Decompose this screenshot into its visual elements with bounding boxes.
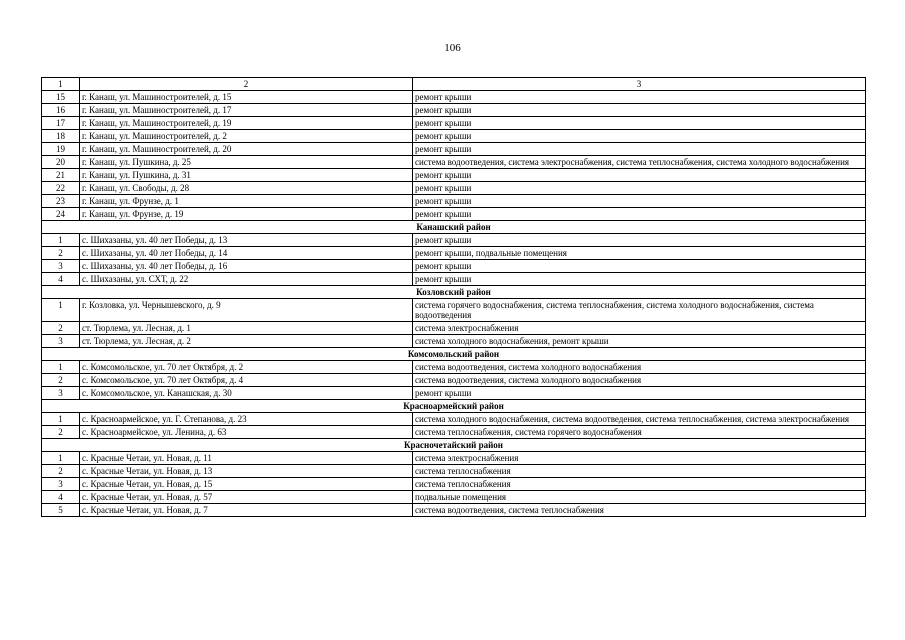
- table-row: [42, 413, 866, 426]
- row-number-cell: 24: [42, 208, 80, 221]
- row-number-cell: 5: [42, 504, 80, 517]
- column-number-3: 3: [413, 78, 866, 91]
- work-type-cell: система горячего водоснабжения, система теплоснабжения, система холодного водоснабжения, система водоотведения: [413, 299, 866, 322]
- row-number-cell: 2: [42, 322, 80, 335]
- address-cell: г. Канаш, ул. Свободы, д. 28: [80, 182, 413, 195]
- address-cell: с. Красные Четаи, ул. Новая, д. 11: [80, 452, 413, 465]
- work-type-cell: ремонт крыши: [413, 169, 866, 182]
- row-number-cell: 22: [42, 182, 80, 195]
- address-cell: г. Канаш, ул. Пушкина, д. 31: [80, 169, 413, 182]
- address-cell: с. Комсомольское, ул. Канашская, д. 30: [80, 387, 413, 400]
- row-number-cell: 2: [42, 374, 80, 387]
- address-cell: с. Красноармейское, ул. Г. Степанова, д. 23: [80, 413, 413, 426]
- address-cell: г. Канаш, ул. Машиностроителей, д. 20: [80, 143, 413, 156]
- work-type-cell: ремонт крыши: [413, 195, 866, 208]
- work-type-cell: ремонт крыши: [413, 91, 866, 104]
- table-row: [42, 273, 866, 286]
- work-type-cell: ремонт крыши: [413, 117, 866, 130]
- table-row: [42, 156, 866, 169]
- table-row: [42, 426, 866, 439]
- work-type-cell: ремонт крыши: [413, 234, 866, 247]
- row-number-cell: 2: [42, 247, 80, 260]
- table-row: [42, 182, 866, 195]
- work-type-cell: система электроснабжения: [413, 452, 866, 465]
- address-cell: г. Канаш, ул. Машиностроителей, д. 17: [80, 104, 413, 117]
- page-number: 106: [444, 42, 461, 54]
- table-row: [42, 234, 866, 247]
- table-row: [42, 465, 866, 478]
- work-type-cell: система водоотведения, система теплоснабжения: [413, 504, 866, 517]
- address-cell: с. Красные Четаи, ул. Новая, д. 13: [80, 465, 413, 478]
- district-section-row: [42, 348, 866, 361]
- table-row: [42, 452, 866, 465]
- row-number-cell: 16: [42, 104, 80, 117]
- table-row: [42, 143, 866, 156]
- row-number-cell: 23: [42, 195, 80, 208]
- work-type-cell: система теплоснабжения: [413, 478, 866, 491]
- row-number-cell: 1: [42, 413, 80, 426]
- work-type-cell: система электроснабжения: [413, 322, 866, 335]
- address-cell: г. Канаш, ул. Машиностроителей, д. 19: [80, 117, 413, 130]
- work-type-cell: ремонт крыши: [413, 143, 866, 156]
- row-number-cell: 17: [42, 117, 80, 130]
- address-cell: г. Канаш, ул. Фрунзе, д. 19: [80, 208, 413, 221]
- row-number-cell: 15: [42, 91, 80, 104]
- column-number-header-row: [42, 78, 866, 91]
- row-number-cell: 3: [42, 387, 80, 400]
- table-row: [42, 299, 866, 322]
- address-cell: с. Шихазаны, ул. 40 лет Победы, д. 13: [80, 234, 413, 247]
- district-heading: Канашский район: [42, 221, 866, 234]
- work-type-cell: система водоотведения, система электроснабжения, система теплоснабжения, система холодного водоснабжения: [413, 156, 866, 169]
- row-number-cell: 3: [42, 335, 80, 348]
- work-type-cell: ремонт крыши: [413, 273, 866, 286]
- work-type-cell: система холодного водоснабжения, ремонт крыши: [413, 335, 866, 348]
- address-cell: г. Канаш, ул. Фрунзе, д. 1: [80, 195, 413, 208]
- column-number-1: 1: [42, 78, 80, 91]
- table-row: [42, 130, 866, 143]
- row-number-cell: 4: [42, 273, 80, 286]
- address-cell: г. Канаш, ул. Машиностроителей, д. 2: [80, 130, 413, 143]
- address-cell: с. Комсомольское, ул. 70 лет Октября, д. 4: [80, 374, 413, 387]
- row-number-cell: 19: [42, 143, 80, 156]
- work-type-cell: система водоотведения, система холодного водоснабжения: [413, 361, 866, 374]
- table-row: [42, 91, 866, 104]
- address-cell: с. Шихазаны, ул. СХТ, д. 22: [80, 273, 413, 286]
- row-number-cell: 3: [42, 260, 80, 273]
- table-row: [42, 169, 866, 182]
- table-row: [42, 104, 866, 117]
- address-cell: с. Красноармейское, ул. Ленина, д. 63: [80, 426, 413, 439]
- work-type-cell: система теплоснабжения, система горячего водоснабжения: [413, 426, 866, 439]
- address-cell: с. Шихазаны, ул. 40 лет Победы, д. 14: [80, 247, 413, 260]
- work-type-cell: ремонт крыши: [413, 208, 866, 221]
- work-type-cell: ремонт крыши: [413, 130, 866, 143]
- row-number-cell: 1: [42, 299, 80, 322]
- table-row: [42, 208, 866, 221]
- table-row: [42, 504, 866, 517]
- table-row: [42, 361, 866, 374]
- district-section-row: [42, 286, 866, 299]
- address-cell: с. Красные Четаи, ул. Новая, д. 7: [80, 504, 413, 517]
- district-heading: Красноармейский район: [42, 400, 866, 413]
- work-type-cell: ремонт крыши: [413, 182, 866, 195]
- table-row: [42, 322, 866, 335]
- address-cell: с. Красные Четаи, ул. Новая, д. 57: [80, 491, 413, 504]
- table-row: [42, 491, 866, 504]
- address-cell: ст. Тюрлема, ул. Лесная, д. 2: [80, 335, 413, 348]
- row-number-cell: 1: [42, 234, 80, 247]
- table-row: [42, 335, 866, 348]
- address-cell: с. Шихазаны, ул. 40 лет Победы, д. 16: [80, 260, 413, 273]
- table-row: [42, 247, 866, 260]
- row-number-cell: 4: [42, 491, 80, 504]
- row-number-cell: 2: [42, 465, 80, 478]
- table-row: [42, 260, 866, 273]
- work-type-cell: подвальные помещения: [413, 491, 866, 504]
- table-row: [42, 117, 866, 130]
- district-section-row: [42, 439, 866, 452]
- address-cell: с. Красные Четаи, ул. Новая, д. 15: [80, 478, 413, 491]
- row-number-cell: 1: [42, 452, 80, 465]
- row-number-cell: 1: [42, 361, 80, 374]
- work-type-cell: система водоотведения, система холодного водоснабжения: [413, 374, 866, 387]
- table-row: [42, 374, 866, 387]
- district-heading: Комсомольский район: [42, 348, 866, 361]
- work-type-cell: система теплоснабжения: [413, 465, 866, 478]
- row-number-cell: 20: [42, 156, 80, 169]
- district-heading: Красночетайский район: [42, 439, 866, 452]
- table-row: [42, 478, 866, 491]
- work-type-cell: система холодного водоснабжения, система водоотведения, система теплоснабжения, система электроснабжения: [413, 413, 866, 426]
- table-row: [42, 387, 866, 400]
- table-row: [42, 195, 866, 208]
- district-section-row: [42, 221, 866, 234]
- row-number-cell: 21: [42, 169, 80, 182]
- address-cell: г. Канаш, ул. Машиностроителей, д. 15: [80, 91, 413, 104]
- address-cell: ст. Тюрлема, ул. Лесная, д. 1: [80, 322, 413, 335]
- address-cell: г. Козловка, ул. Чернышевского, д. 9: [80, 299, 413, 322]
- row-number-cell: 18: [42, 130, 80, 143]
- district-section-row: [42, 400, 866, 413]
- work-type-cell: ремонт крыши: [413, 260, 866, 273]
- column-number-2: 2: [80, 78, 413, 91]
- work-type-cell: ремонт крыши, подвальные помещения: [413, 247, 866, 260]
- address-cell: с. Комсомольское, ул. 70 лет Октября, д. 2: [80, 361, 413, 374]
- row-number-cell: 2: [42, 426, 80, 439]
- work-type-cell: ремонт крыши: [413, 104, 866, 117]
- district-heading: Козловский район: [42, 286, 866, 299]
- repair-register-table: [41, 77, 866, 517]
- address-cell: г. Канаш, ул. Пушкина, д. 25: [80, 156, 413, 169]
- work-type-cell: ремонт крыши: [413, 387, 866, 400]
- row-number-cell: 3: [42, 478, 80, 491]
- table-body: [42, 78, 866, 517]
